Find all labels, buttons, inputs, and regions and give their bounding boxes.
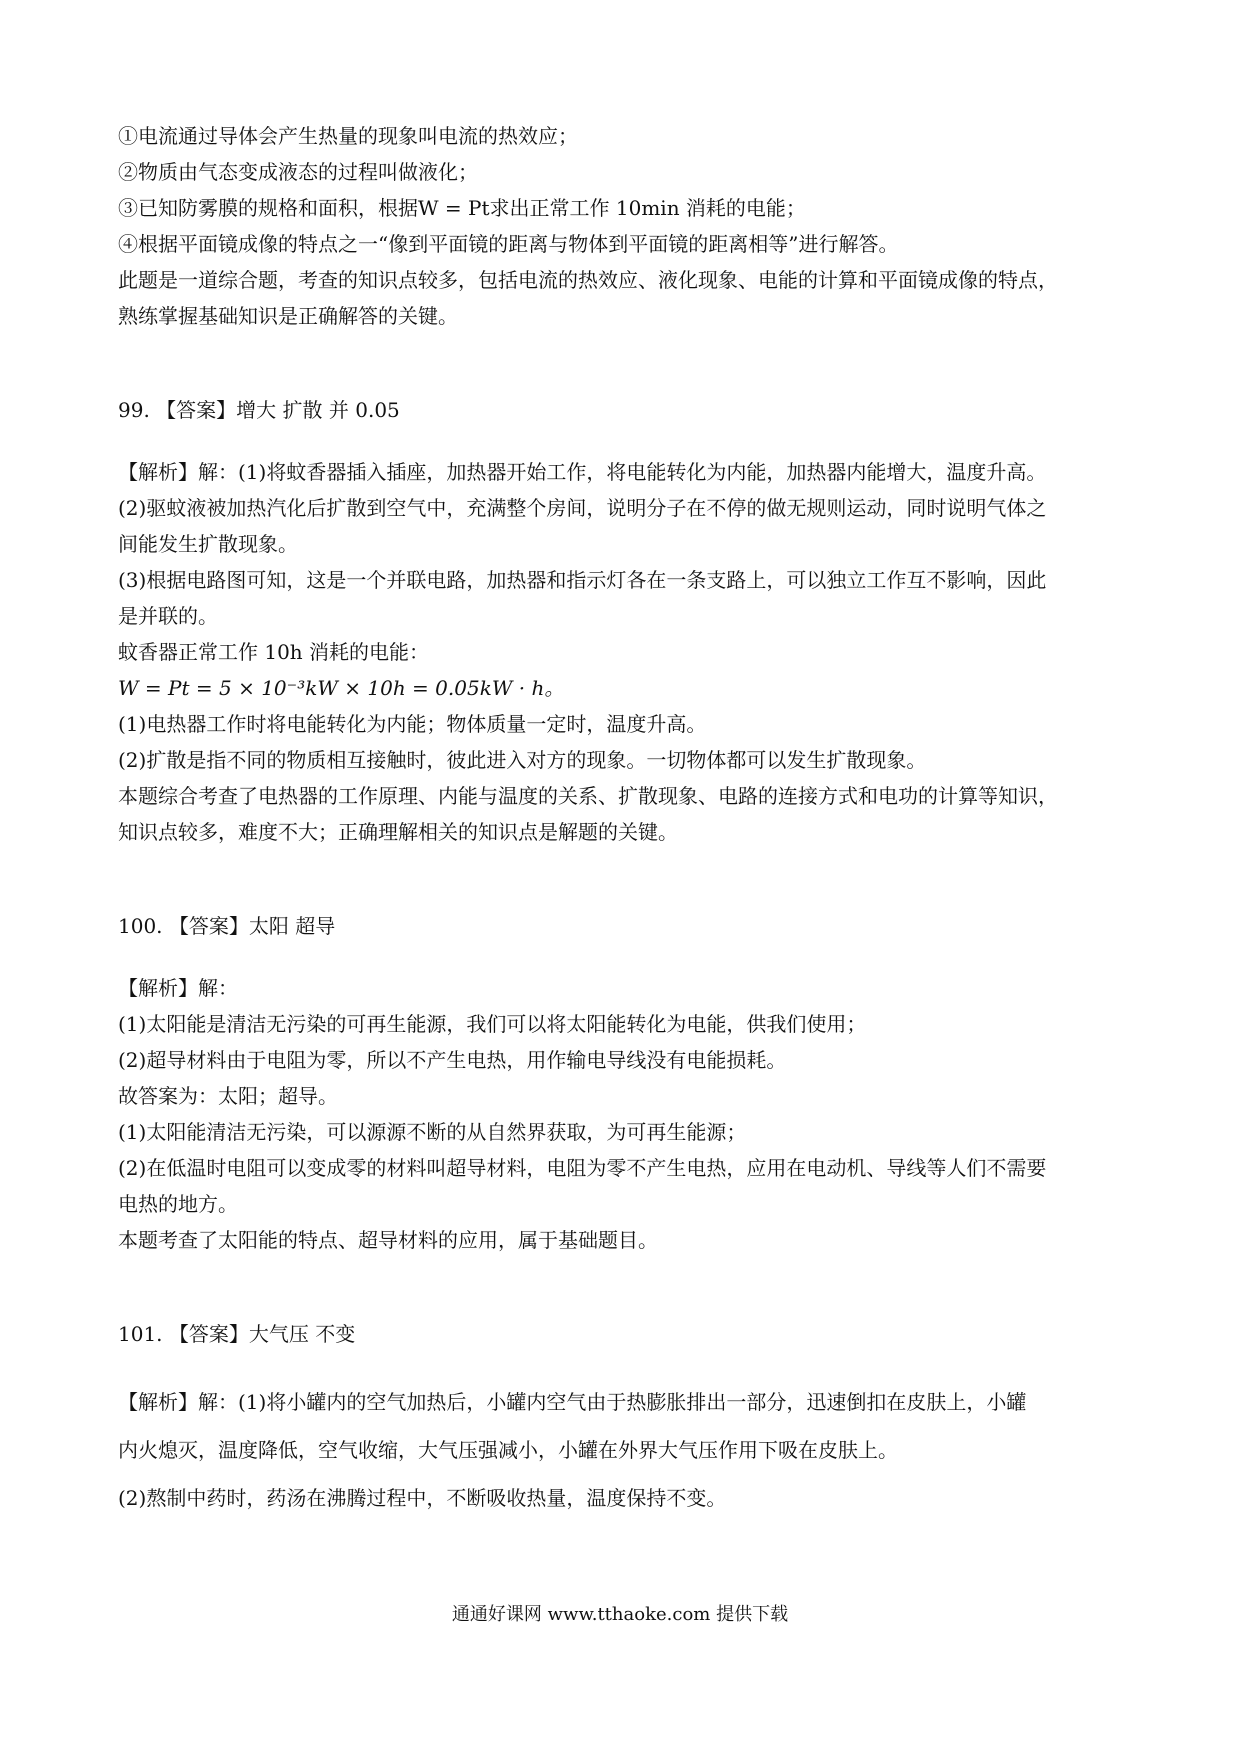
analysis-line: (1)太阳能是清洁无污染的可再生能源，我们可以将太阳能转化为电能，供我们使用； <box>118 1012 867 1036</box>
analysis-line: (2)驱蚊液被加热汽化后扩散到空气中，充满整个房间，说明分子在不停的做无规则运动，同时说明气体之 <box>118 496 1047 520</box>
analysis-line: 【解析】解：(1)将蚊香器插入插座，加热器开始工作，将电能转化为内能，加热器内能增大，温度升高。 <box>118 460 1047 484</box>
intro-block <box>118 118 1128 334</box>
analysis-line: (1)太阳能清洁无污染，可以源源不断的从自然界获取，为可再生能源； <box>118 1120 747 1144</box>
analysis-line: (2)扩散是指不同的物质相互接触时，彼此进入对方的现象。一切物体都可以发生扩散现象。 <box>118 748 927 772</box>
analysis-line: (1)电热器工作时将电能转化为内能；物体质量一定时，温度升高。 <box>118 712 707 736</box>
analysis-line: (2)在低温时电阻可以变成零的材料叫超导材料，电阻为零不产生电热，应用在电动机、导线等人们不需要 <box>118 1156 1047 1180</box>
question-99 <box>118 392 1128 850</box>
intro-line: ②物质由气态变成液态的过程叫做液化； <box>118 160 478 184</box>
analysis-line: 间能发生扩散现象。 <box>118 532 298 556</box>
page-footer: 通通好课网 www.tthaoke.com 提供下载 <box>451 1604 789 1625</box>
question-101 <box>118 1316 1128 1522</box>
analysis-line: 【解析】解：(1)将小罐内的空气加热后，小罐内空气由于热膨胀排出一部分，迅速倒扣在皮肤上，小罐 <box>118 1390 1027 1414</box>
analysis-line: 本题考查了太阳能的特点、超导材料的应用，属于基础题目。 <box>118 1228 658 1252</box>
document-page <box>118 118 1128 1522</box>
analysis-line: 本题综合考查了电热器的工作原理、内能与温度的关系、扩散现象、电路的连接方式和电功的计算等知识， <box>118 784 1058 808</box>
analysis-line: 内火熄灭，温度降低，空气收缩，大气压强减小，小罐在外界大气压作用下吸在皮肤上。 <box>118 1438 898 1462</box>
analysis-line: 【解析】解： <box>118 976 238 1000</box>
analysis-line: 电热的地方。 <box>118 1192 238 1216</box>
analysis-line: 蚊香器正常工作 10h 消耗的电能： <box>118 640 430 664</box>
analysis-line: 故答案为：太阳；超导。 <box>118 1084 338 1108</box>
intro-line: ③已知防雾膜的规格和面积，根据W = Pt求出正常工作 10min 消耗的电能； <box>118 196 806 220</box>
formula-line: W = Pt = 5 × 10⁻³kW × 10h = 0.05kW · h。 <box>118 676 565 700</box>
analysis-line: (2)超导材料由于电阻为零，所以不产生电热，用作输电导线没有电能损耗。 <box>118 1048 787 1072</box>
analysis-line: 知识点较多，难度不大；正确理解相关的知识点是解题的关键。 <box>118 820 678 844</box>
intro-line: ①电流通过导体会产生热量的现象叫电流的热效应； <box>118 124 578 148</box>
analysis-line: (3)根据电路图可知，这是一个并联电路，加热器和指示灯各在一条支路上，可以独立工作互不影响，因此 <box>118 568 1047 592</box>
analysis-line: (2)熬制中药时，药汤在沸腾过程中，不断吸收热量，温度保持不变。 <box>118 1486 727 1510</box>
intro-line: 熟练掌握基础知识是正确解答的关键。 <box>118 304 458 328</box>
intro-line: 此题是一道综合题，考查的知识点较多，包括电流的热效应、液化现象、电能的计算和平面镜成像的特点， <box>118 268 1058 292</box>
answer-line-100: 100. 【答案】太阳 超导 <box>118 914 336 938</box>
answer-line-101: 101. 【答案】大气压 不变 <box>118 1322 356 1346</box>
intro-line: ④根据平面镜成像的特点之一“像到平面镜的距离与物体到平面镜的距离相等”进行解答。 <box>118 232 899 256</box>
question-100 <box>118 908 1128 1258</box>
analysis-line: 是并联的。 <box>118 604 218 628</box>
answer-line-99: 99. 【答案】增大 扩散 并 0.05 <box>118 398 400 422</box>
